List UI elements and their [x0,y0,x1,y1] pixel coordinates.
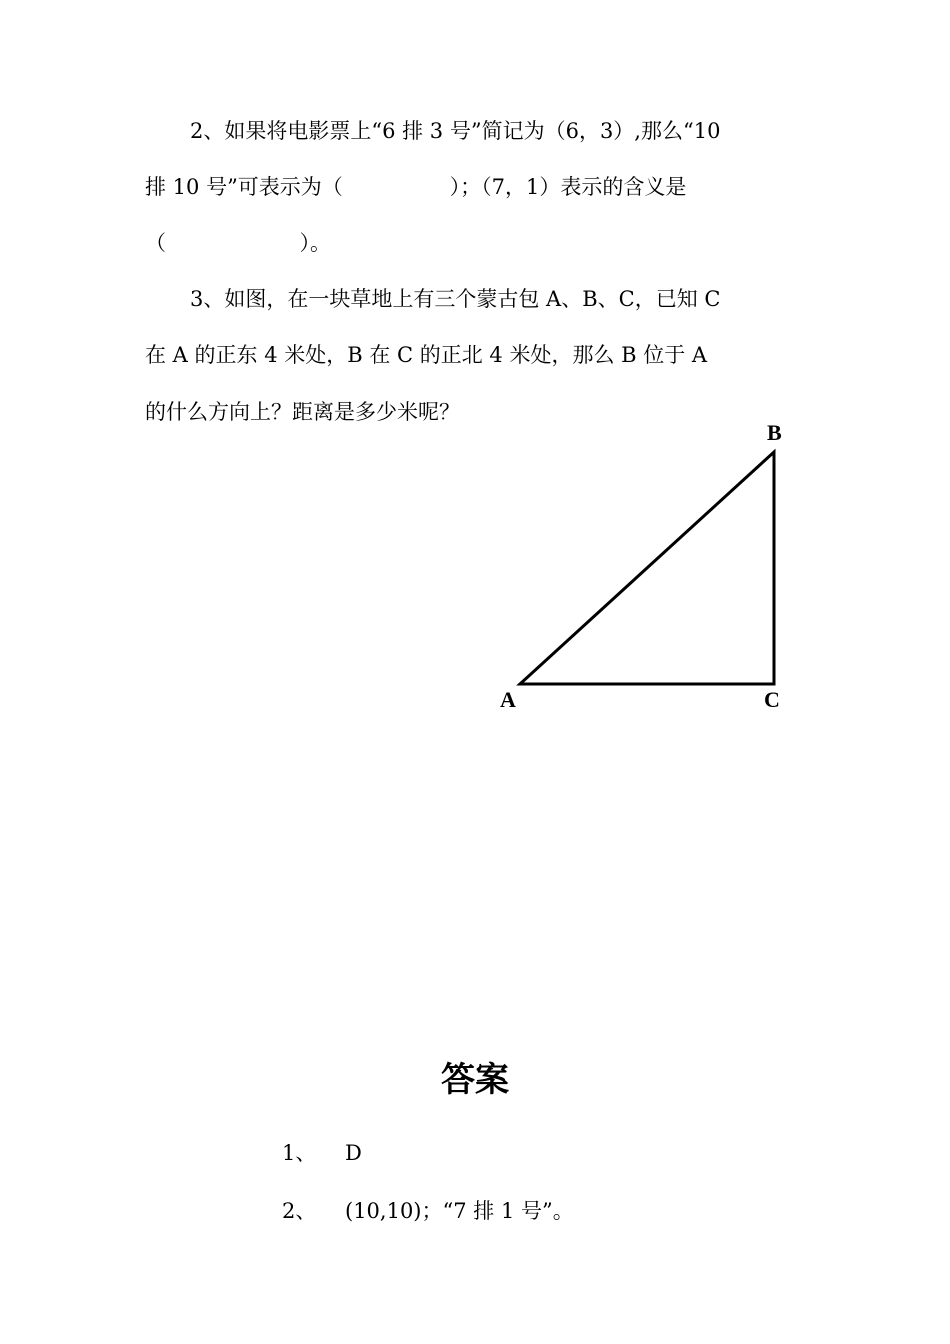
question-2-line-3: （ ）。 [145,231,332,255]
answer-1-number: 1、 [282,1141,317,1165]
answer-2-number: 2、 [282,1199,317,1223]
answers-heading: 答案 [441,1060,509,1100]
vertex-label-b: B [767,420,782,445]
question-3-line-1: 3、如图，在一块草地上有三个蒙古包 A、B、C，已知 C [190,287,721,311]
answer-2-value: (10,10)；“7 排 1 号”。 [345,1199,574,1223]
vertex-label-c: C [764,687,780,712]
question-3-line-2: 在 A 的正东 4 米处，B 在 C 的正北 4 米处，那么 B 位于 A [145,343,708,367]
question-3-line-3: 的什么方向上？距离是多少米呢？ [145,400,460,424]
question-2-line-2: 排 10 号”可表示为（ ）；（7，1）表示的含义是 [145,175,687,199]
triangle-abc [520,452,774,684]
answer-1-value: D [345,1141,362,1165]
vertex-label-a: A [500,687,516,712]
question-2-line-1: 2、如果将电影票上“6 排 3 号”简记为（6，3）,那么“10 [190,119,721,143]
